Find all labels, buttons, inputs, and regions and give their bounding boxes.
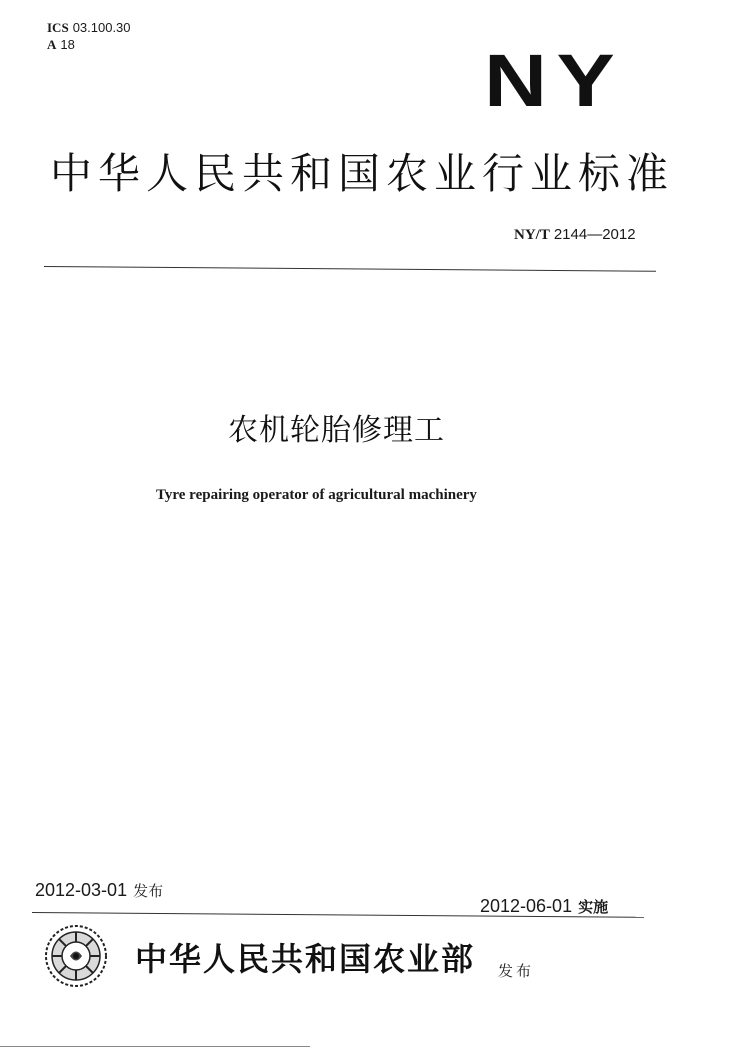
- ministry-emblem-icon: [43, 923, 109, 989]
- document-title-english: Tyre repairing operator of agricultural machinery: [156, 487, 477, 503]
- classification-code: 18: [60, 37, 75, 52]
- classification-label: A: [47, 37, 57, 52]
- standard-number-prefix: NY/T: [514, 227, 550, 243]
- implement-suffix: 实施: [578, 898, 609, 916]
- standard-category-title: 中华人民共和国农业行业标准: [50, 149, 675, 198]
- ics-code: 03.100.30: [72, 20, 131, 35]
- release-date: 2012-03-01: [35, 880, 128, 900]
- release-date-line: [35, 879, 163, 902]
- header-divider: [44, 266, 656, 272]
- implement-date-line: [480, 895, 608, 918]
- scan-edge-line: [0, 1046, 310, 1047]
- standard-number-value: 2144—2012: [553, 226, 636, 243]
- release-suffix: 发布: [133, 882, 164, 900]
- ics-code-line: [47, 20, 131, 35]
- standard-number: [514, 226, 636, 244]
- implement-date: 2012-06-01: [480, 896, 573, 916]
- issuing-suffix: 发布: [498, 962, 535, 980]
- ny-logo: NY: [484, 39, 625, 122]
- document-title-chinese: 农机轮胎修理工: [228, 413, 445, 448]
- ics-label: ICS: [47, 20, 69, 35]
- issuing-authority: 中华人民共和国农业部: [135, 940, 476, 978]
- classification-code-line: [47, 37, 75, 52]
